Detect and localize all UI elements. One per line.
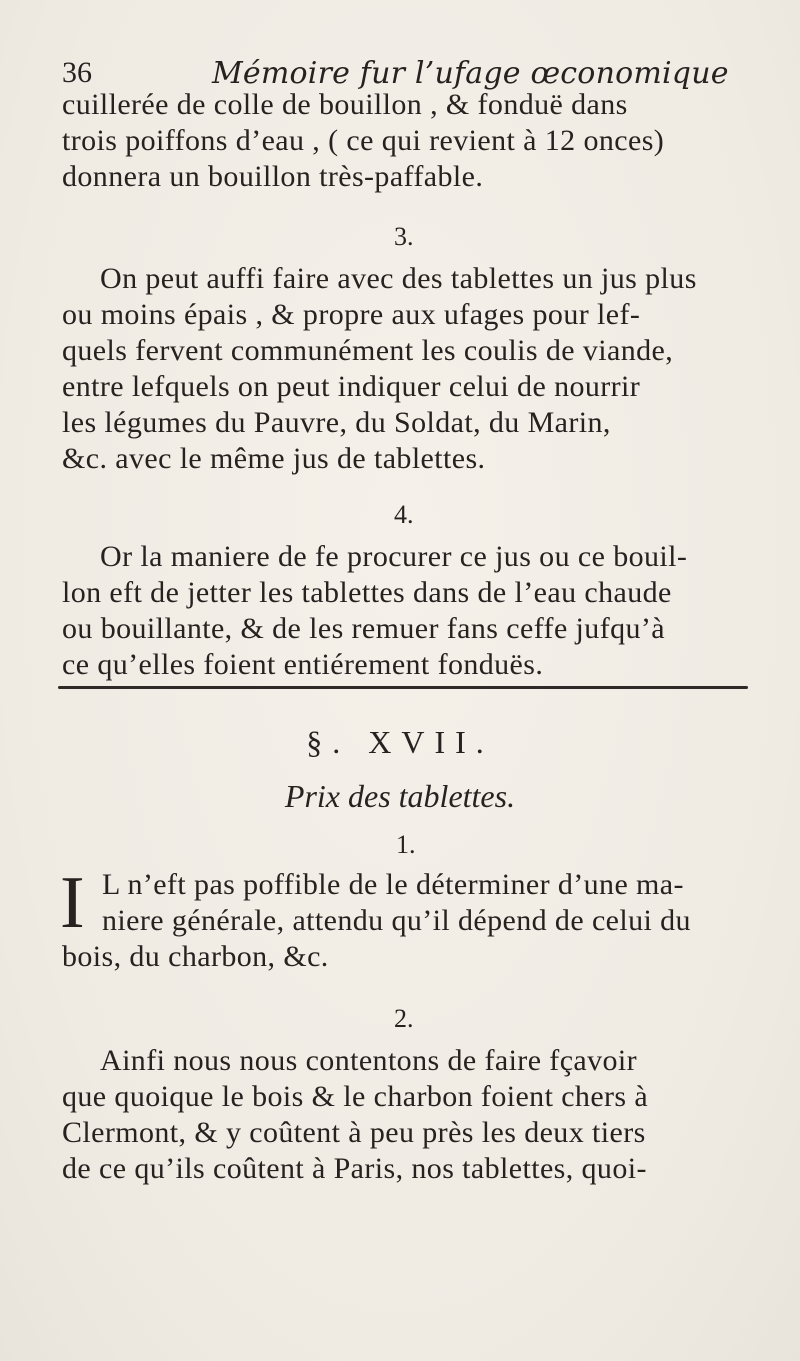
section-divider: [58, 686, 748, 689]
item-numeral-2: 2.: [394, 1004, 414, 1033]
item-numeral-1: 1.: [396, 830, 416, 859]
text-line: que quoique le bois & le charbon foient chers à: [62, 1080, 649, 1113]
text-line: donnera un bouillon très-paffable.: [62, 160, 484, 193]
text-line: L n’eft pas poffible de le déterminer d’une ma-: [102, 868, 684, 901]
text-line: entre lefquels on peut indiquer celui de nourrir: [62, 370, 641, 403]
text-line: les légumes du Pauvre, du Soldat, du Marin,: [62, 406, 611, 439]
text-line: niere générale, attendu qu’il dépend de celui du: [102, 904, 691, 937]
text-line: lon eft de jetter les tablettes dans de l’eau chaude: [62, 576, 672, 609]
text-line: ce qu’elles foient entiérement fonduës.: [62, 648, 544, 681]
item-numeral-3: 3.: [394, 222, 414, 251]
text-line: trois poiffons d’eau , ( ce qui revient à 12 onces): [62, 124, 665, 157]
page-number: 36: [62, 56, 92, 89]
text-line: Or la maniere de fe procurer ce jus ou ce bouil-: [100, 540, 688, 573]
text-line: cuillerée de colle de bouillon , & fonduë dans: [62, 88, 628, 121]
text-line: On peut auffi faire avec des tablettes un jus plus: [100, 262, 697, 295]
text-line: Ainfi nous nous contentons de faire fçavoir: [100, 1044, 638, 1077]
text-line: de ce qu’ils coûtent à Paris, nos tablettes, quoi-: [62, 1152, 647, 1185]
text-line: &c. avec le même jus de tablettes.: [62, 442, 486, 475]
text-line: quels fervent communément les coulis de viande,: [62, 334, 674, 367]
section-heading: §. XVII.: [306, 724, 494, 760]
text-line: Clermont, & y coûtent à peu près les deux tiers: [62, 1116, 646, 1149]
drop-cap: I: [60, 862, 85, 944]
item-numeral-4: 4.: [394, 500, 414, 529]
text-line: ou moins épais , & propre aux ufages pour lef-: [62, 298, 641, 331]
running-title: Mémoire fur l’ufage œconomique: [212, 56, 729, 91]
text-line: ou bouillante, & de les remuer fans ceffe jufqu’à: [62, 612, 665, 645]
text-line: bois, du charbon, &c.: [62, 940, 329, 973]
section-subtitle: Prix des tablettes.: [284, 778, 516, 814]
